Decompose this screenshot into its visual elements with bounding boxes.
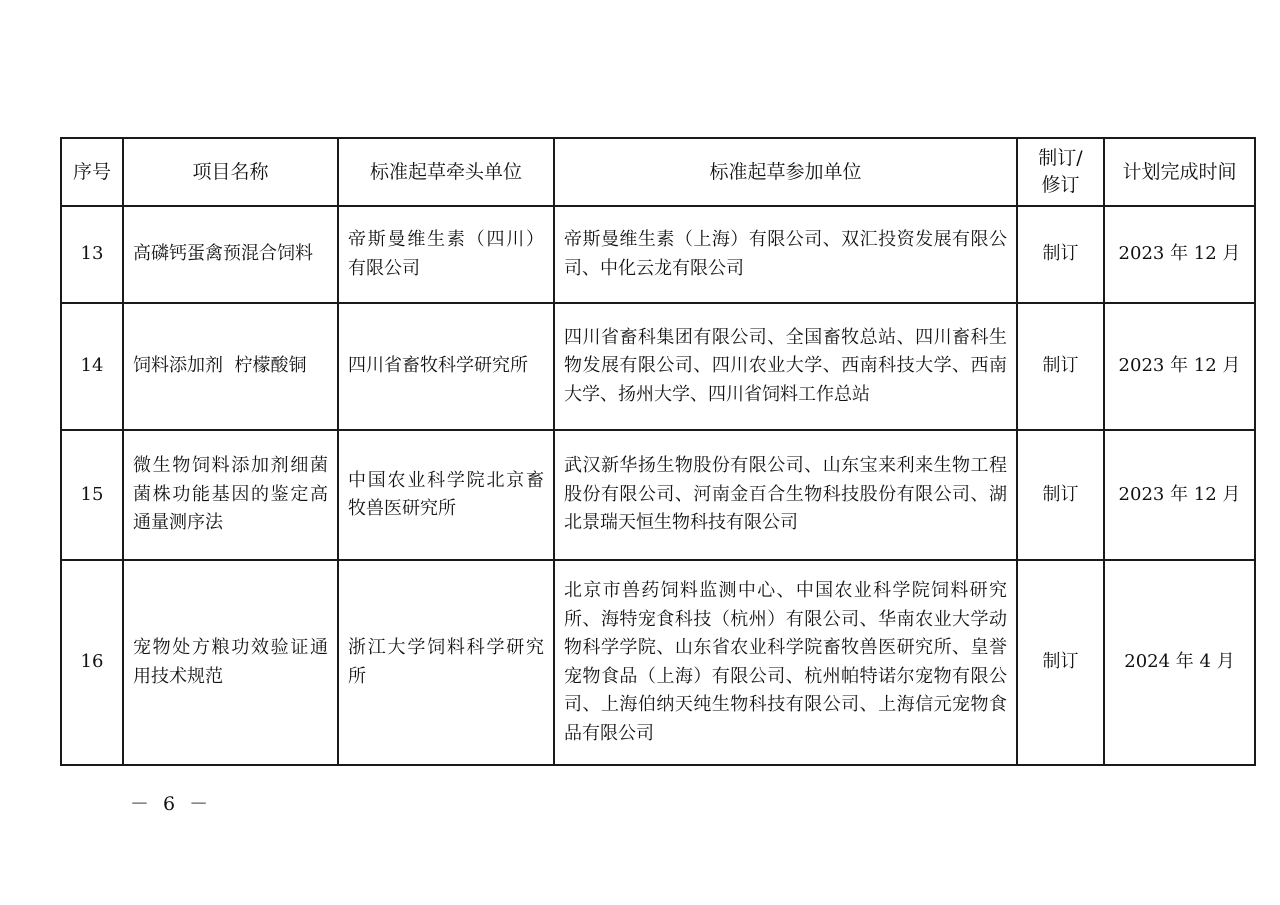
row-completion-time: 2023 年 12 月	[1104, 206, 1255, 303]
row-type: 制订	[1017, 303, 1104, 430]
page-number: － 6 －	[130, 793, 213, 815]
row-participating-units: 帝斯曼维生素（上海）有限公司、双汇投资发展有限公司、中化云龙有限公司	[554, 206, 1017, 303]
row-completion-time: 2023 年 12 月	[1104, 430, 1255, 560]
row-seq: 13	[61, 206, 123, 303]
row-project-name: 微生物饲料添加剂细菌菌株功能基因的鉴定高通量测序法	[123, 430, 338, 560]
row-lead-unit: 浙江大学饲料科学研究所	[338, 560, 554, 765]
row-participating-units: 四川省畜科集团有限公司、全国畜牧总站、四川畜科生物发展有限公司、四川农业大学、西南科技大学、西南大学、扬州大学、四川省饲料工作总站	[554, 303, 1017, 430]
row-lead-unit: 帝斯曼维生素（四川）有限公司	[338, 206, 554, 303]
row-participating-units: 武汉新华扬生物股份有限公司、山东宝来利来生物工程股份有限公司、河南金百合生物科技股份有限公司、湖北景瑞天恒生物科技有限公司	[554, 430, 1017, 560]
header-seq: 序号	[61, 138, 123, 206]
row-lead-unit: 四川省畜牧科学研究所	[338, 303, 554, 430]
table-row	[61, 430, 1255, 560]
row-seq: 14	[61, 303, 123, 430]
table-row	[61, 560, 1255, 765]
row-lead-unit: 中国农业科学院北京畜牧兽医研究所	[338, 430, 554, 560]
row-participating-units: 北京市兽药饲料监测中心、中国农业科学院饲料研究所、海特宠食科技（杭州）有限公司、华南农业大学动物科学学院、山东省农业科学院畜牧兽医研究所、皇誉宠物食品（上海）有限公司、杭州帕特诺尔宠物有限公司、上海伯纳天纯生物科技有限公司、上海信元宠物食品有限公司	[554, 560, 1017, 765]
header-lead-unit: 标准起草牵头单位	[338, 138, 554, 206]
row-type: 制订	[1017, 430, 1104, 560]
row-project-name: 宠物处方粮功效验证通用技术规范	[123, 560, 338, 765]
table-row	[61, 303, 1255, 430]
row-completion-time: 2023 年 12 月	[1104, 303, 1255, 430]
row-type: 制订	[1017, 206, 1104, 303]
row-type: 制订	[1017, 560, 1104, 765]
header-type: 制订/ 修订	[1017, 138, 1104, 206]
header-project-name: 项目名称	[123, 138, 338, 206]
row-seq: 15	[61, 430, 123, 560]
row-project-name: 高磷钙蛋禽预混合饲料	[123, 206, 338, 303]
table-row	[61, 206, 1255, 303]
row-completion-time: 2024 年 4 月	[1104, 560, 1255, 765]
header-participating-units: 标准起草参加单位	[554, 138, 1017, 206]
table-header-row	[61, 138, 1255, 206]
standards-table	[60, 137, 1256, 766]
row-seq: 16	[61, 560, 123, 765]
row-project-name: 饲料添加剂 柠檬酸铜	[123, 303, 338, 430]
header-completion-time: 计划完成时间	[1104, 138, 1255, 206]
